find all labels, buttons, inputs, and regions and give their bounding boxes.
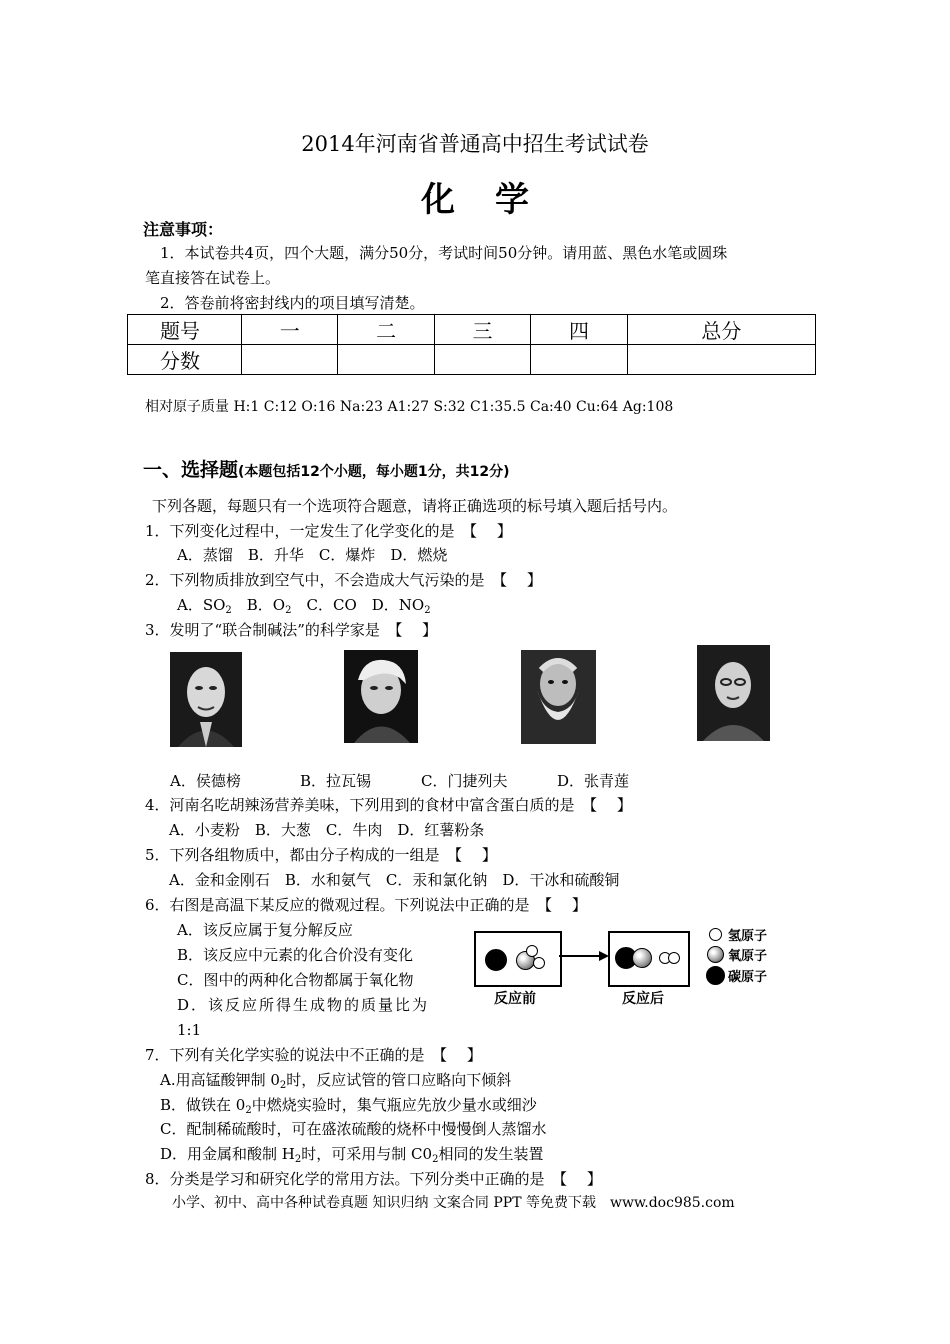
table-cell: 四 bbox=[531, 315, 627, 345]
subscript: 2 bbox=[225, 605, 232, 616]
text: 时，反应试管的管口应略向下倾斜 bbox=[286, 1071, 512, 1089]
q3-option-a: A．侯德榜 bbox=[170, 772, 241, 790]
exam-title: 2014年河南省普通高中招生考试试卷 bbox=[301, 132, 649, 156]
score-input-cell[interactable] bbox=[627, 345, 815, 375]
portrait-image bbox=[344, 650, 418, 743]
score-input-cell[interactable] bbox=[531, 345, 627, 375]
q6-stem: 6．右图是高温下某反应的微观过程。下列说法中正确的是 【 】 bbox=[145, 896, 587, 914]
portrait-image bbox=[697, 645, 770, 741]
hydrogen-atom bbox=[526, 945, 538, 957]
table-cell: 三 bbox=[434, 315, 530, 345]
carbon-atom bbox=[485, 949, 507, 971]
text: A.用高锰酸钾制 0 bbox=[160, 1071, 280, 1089]
carbon-legend-icon bbox=[706, 966, 725, 985]
after-box bbox=[608, 931, 690, 987]
hydrogen-atom bbox=[533, 957, 545, 969]
footer-ad: 小学、初中、高中各种试卷真题 知识归纳 文案合同 PPT 等免费下载 www.doc985.com bbox=[172, 1195, 735, 1211]
section-instruction: 下列各题，每题只有一个选项符合题意，请将正确选项的标号填入题后括号内。 bbox=[152, 497, 678, 515]
atomic-masses: 相对原子质量 H:1 C:12 O:16 Na:23 A1:27 S:32 C1:35.5 Ca:40 Cu:64 Ag:108 bbox=[145, 399, 674, 415]
score-input-cell[interactable] bbox=[242, 345, 338, 375]
legend-carbon: 碳原子 bbox=[728, 970, 768, 985]
q6-option-c: C．图中的两种化合物都属于氧化物 bbox=[177, 971, 414, 989]
score-input-cell[interactable] bbox=[434, 345, 530, 375]
q7-stem: 7．下列有关化学实验的说法中不正确的是 【 】 bbox=[145, 1046, 482, 1064]
q8-stem: 8．分类是学习和研究化学的常用方法。下列分类中正确的是 【 】 bbox=[145, 1170, 602, 1188]
score-input-cell[interactable] bbox=[338, 345, 434, 375]
oxygen-legend-icon bbox=[707, 946, 724, 963]
q7-option-c: C．配制稀硫酸时，可在盛浓硫酸的烧杯中慢慢倒人蒸馏水 bbox=[160, 1120, 547, 1138]
q2-option-b: B．O bbox=[231, 596, 286, 614]
before-box bbox=[474, 931, 562, 987]
q1-stem: 1．下列变化过程中，一定发生了化学变化的是 【 】 bbox=[145, 522, 512, 540]
hydrogen-atom bbox=[668, 952, 680, 964]
table-row bbox=[128, 345, 816, 375]
text: 相同的发生装置 bbox=[438, 1145, 544, 1163]
subscript: 2 bbox=[279, 1080, 287, 1091]
score-table bbox=[127, 314, 816, 375]
table-cell: 二 bbox=[338, 315, 434, 345]
q4-stem: 4．河南名吃胡辣汤营养美味，下列用到的食材中富含蛋白质的是 【 】 bbox=[145, 796, 632, 814]
portrait-image bbox=[170, 652, 242, 747]
table-cell: 总分 bbox=[627, 315, 815, 345]
text: 中燃烧实验时，集气瓶应先放少量水或细沙 bbox=[251, 1096, 537, 1114]
table-cell: 一 bbox=[242, 315, 338, 345]
subject-title: 化学 bbox=[421, 180, 569, 220]
notice-item-1: 1．本试卷共4页，四个大题，满分50分，考试时间50分钟。请用蓝、黑色水笔或圆珠 bbox=[160, 244, 728, 262]
q3-option-d: D．张青莲 bbox=[557, 772, 630, 790]
q5-stem: 5．下列各组物质中，都由分子构成的一组是 【 】 bbox=[145, 846, 497, 864]
after-label: 反应后 bbox=[622, 991, 664, 1007]
text: D．用金属和酸制 H bbox=[160, 1145, 295, 1163]
subscript: 2 bbox=[424, 605, 431, 616]
q1-options: A．蒸馏 B．升华 C．爆炸 D．燃烧 bbox=[177, 546, 448, 564]
q5-options: A．金和金刚石 B．水和氨气 C．汞和氯化钠 D．干冰和硫酸铜 bbox=[169, 871, 620, 889]
q2-stem: 2．下列物质排放到空气中，不会造成大气污染的是 【 】 bbox=[145, 571, 542, 589]
hydrogen-legend-icon bbox=[709, 928, 722, 941]
subscript: 2 bbox=[294, 1154, 302, 1165]
notice-item-1-cont: 笔直接答在试卷上。 bbox=[145, 269, 281, 287]
subscript: 2 bbox=[245, 1105, 252, 1116]
text: 时，可采用与制 C0 bbox=[301, 1145, 433, 1163]
section-heading bbox=[143, 455, 510, 482]
q6-option-b: B．该反应中元素的化合价没有变化 bbox=[177, 946, 414, 964]
before-label: 反应前 bbox=[494, 991, 536, 1007]
section-note: (本题包括12个小题，每小题1分，共12分) bbox=[238, 464, 510, 480]
q6-option-a: A．该反应属于复分解反应 bbox=[177, 921, 353, 939]
table-cell: 分数 bbox=[128, 345, 242, 375]
q3-option-b: B．拉瓦锡 bbox=[300, 772, 372, 790]
legend-hydrogen: 氢原子 bbox=[728, 929, 768, 944]
q6-option-d-cont: 1:1 bbox=[177, 1021, 202, 1039]
table-row bbox=[128, 315, 816, 345]
q3-option-c: C．门捷列夫 bbox=[421, 772, 508, 790]
table-cell: 题号 bbox=[128, 315, 242, 345]
text: B．做铁在 0 bbox=[160, 1096, 246, 1114]
q2-option-cd: C．CO D．NO bbox=[291, 596, 425, 614]
q3-stem: 3．发明了“联合制碱法”的科学家是 【 】 bbox=[145, 621, 438, 639]
notice-item-2: 2．答卷前将密封线内的项目填写清楚。 bbox=[160, 294, 425, 312]
subscript: 2 bbox=[285, 605, 292, 616]
notice-heading: 注意事项： bbox=[143, 220, 224, 239]
q6-option-d: D．该反应所得生成物的质量比为 bbox=[177, 996, 430, 1014]
arrow-icon bbox=[559, 950, 609, 962]
oxygen-atom bbox=[632, 948, 652, 968]
legend-oxygen: 氧原子 bbox=[728, 949, 768, 964]
q4-options: A．小麦粉 B．大葱 C．牛肉 D．红薯粉条 bbox=[169, 821, 485, 839]
section-title: 一、选择题 bbox=[143, 459, 239, 481]
portrait-image bbox=[521, 650, 596, 744]
subscript: 2 bbox=[432, 1154, 439, 1165]
q2-option-a: A．SO bbox=[177, 596, 226, 614]
